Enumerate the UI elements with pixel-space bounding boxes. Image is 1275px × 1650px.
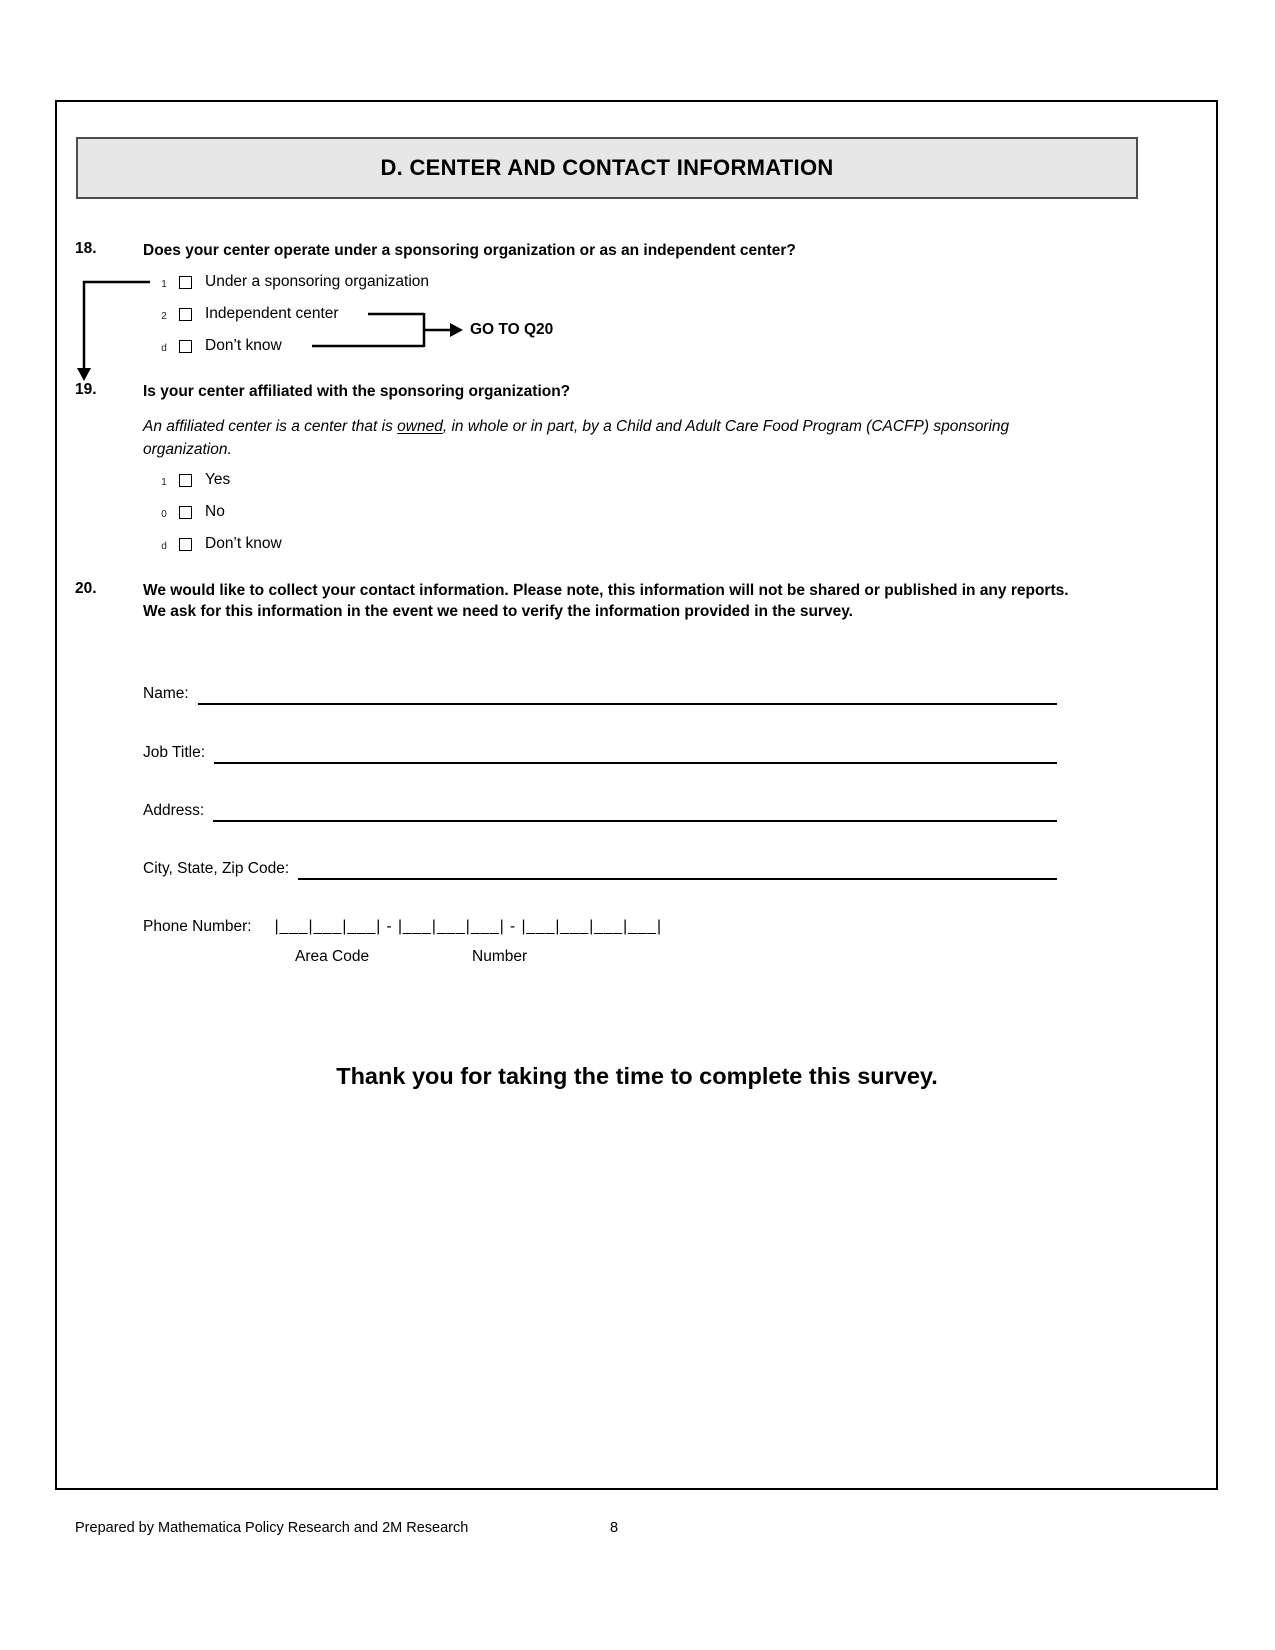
- q18-option-independent: [158, 303, 339, 325]
- job-title-label: Job Title:: [143, 744, 206, 761]
- section-title: D. CENTER AND CONTACT INFORMATION: [380, 155, 834, 180]
- number-label: Number: [472, 948, 528, 965]
- footer-credit: Prepared by Mathematica Policy Research and 2M Research: [75, 1520, 469, 1536]
- q18-text: Does your center operate under a sponsoring organization or as an independent center?: [143, 242, 796, 259]
- q19-option-no: [158, 501, 225, 523]
- checkbox-q18-dont-know[interactable]: [179, 340, 192, 353]
- option-label: No: [205, 503, 225, 520]
- option-label: Yes: [205, 471, 231, 488]
- area-code-label: Area Code: [295, 948, 370, 965]
- option-code: 0: [161, 509, 167, 520]
- city-state-zip-field-row: [143, 858, 1057, 880]
- name-label: Name:: [143, 685, 189, 702]
- thank-you-message: Thank you for taking the time to complete this survey.: [336, 1063, 938, 1089]
- checkbox-under-sponsoring-organization[interactable]: [179, 276, 192, 289]
- option-label: Don’t know: [205, 337, 282, 354]
- q18-option-sponsoring: [158, 271, 429, 293]
- phone-field-row: [143, 916, 1057, 938]
- note-text: An affiliated center is a center that is: [143, 418, 398, 435]
- checkbox-no[interactable]: [179, 506, 192, 519]
- city-state-zip-input-line[interactable]: [298, 858, 1057, 880]
- go-to-q20-instruction: GO TO Q20: [470, 321, 554, 338]
- option-code: 1: [161, 477, 167, 488]
- q19-definition-note: [143, 415, 1083, 461]
- q19-text: Is your center affiliated with the sponsoring organization?: [143, 383, 571, 400]
- q20-text: We would like to collect your contact information. Please note, this information will not be shared or published in any reports. We ask for this information in the event we need to verify the information provided in the survey.: [143, 582, 1069, 620]
- q19-option-dont-know: [158, 533, 282, 555]
- option-label: Independent center: [205, 305, 339, 322]
- note-text: , in whole or in part, by a Child and Adult Care Food Program (CACFP) sponsoring organization.: [143, 418, 1010, 458]
- name-input-line[interactable]: [198, 683, 1057, 705]
- checkbox-yes[interactable]: [179, 474, 192, 487]
- city-state-zip-label: City, State, Zip Code:: [143, 860, 290, 877]
- page-number: 8: [610, 1520, 619, 1536]
- q19-number: 19.: [75, 381, 97, 398]
- name-field-row: [143, 683, 1057, 705]
- note-underlined-word: owned: [397, 418, 443, 435]
- option-code: 1: [161, 279, 167, 290]
- option-code: d: [161, 541, 167, 552]
- phone-input-boxes[interactable]: |___|___|___| - |___|___|___| - |___|___|___|___|: [274, 918, 663, 935]
- address-input-line[interactable]: [213, 800, 1057, 822]
- phone-label: Phone Number:: [143, 918, 252, 935]
- section-header: [76, 137, 1138, 199]
- job-title-input-line[interactable]: [214, 742, 1057, 764]
- q20-number: 20.: [75, 580, 97, 597]
- job-title-field-row: [143, 742, 1057, 764]
- q18-number: 18.: [75, 240, 97, 257]
- q19-option-yes: [158, 469, 230, 491]
- q18-option-dont-know: [158, 335, 282, 357]
- option-code: 2: [161, 311, 167, 322]
- address-label: Address:: [143, 802, 205, 819]
- checkbox-independent-center[interactable]: [179, 308, 192, 321]
- option-code: d: [161, 343, 167, 354]
- checkbox-q19-dont-know[interactable]: [179, 538, 192, 551]
- option-label: Don’t know: [205, 535, 282, 552]
- address-field-row: [143, 800, 1057, 822]
- option-label: Under a sponsoring organization: [205, 273, 430, 290]
